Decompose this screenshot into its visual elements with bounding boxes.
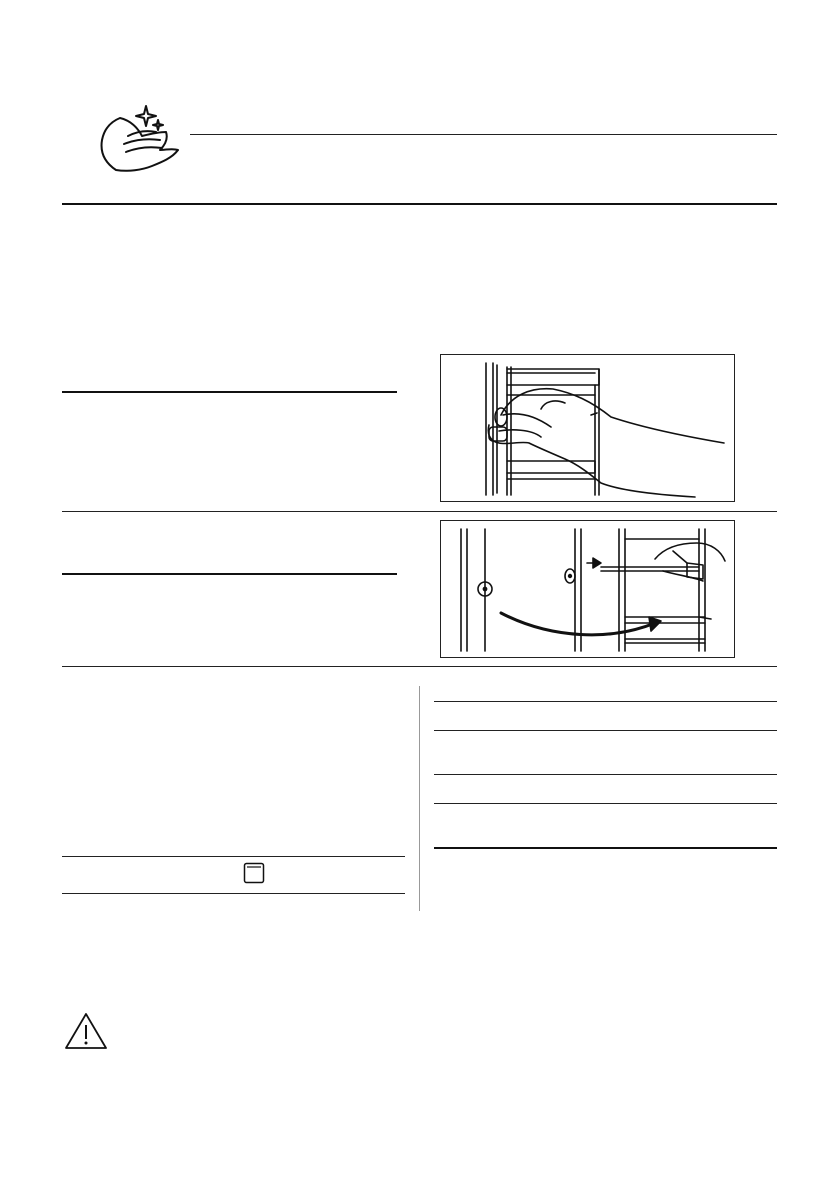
warning-triangle-icon [64, 1012, 108, 1055]
right-table-rule-end [434, 847, 777, 849]
row-divider-2 [62, 666, 777, 667]
left-table-rule-bottom [62, 893, 405, 894]
section-divider [62, 203, 777, 205]
figure-remove-shelf-support [440, 354, 735, 502]
right-table-rule-3 [434, 774, 777, 775]
right-table-rule-2 [434, 730, 777, 731]
row-divider [62, 511, 777, 512]
left-table-rule-top [62, 856, 405, 857]
column-divider [419, 686, 420, 911]
figure-install-shelf-support [440, 520, 735, 658]
cleaning-hand-icon [80, 100, 192, 183]
section-header [62, 95, 777, 185]
step-heading-rule-2 [62, 573, 397, 575]
right-table-rule-1 [434, 701, 777, 702]
right-table-rule-4 [434, 803, 777, 804]
oven-square-icon [243, 862, 265, 889]
step-heading-rule [62, 391, 397, 393]
header-rule [190, 134, 777, 135]
